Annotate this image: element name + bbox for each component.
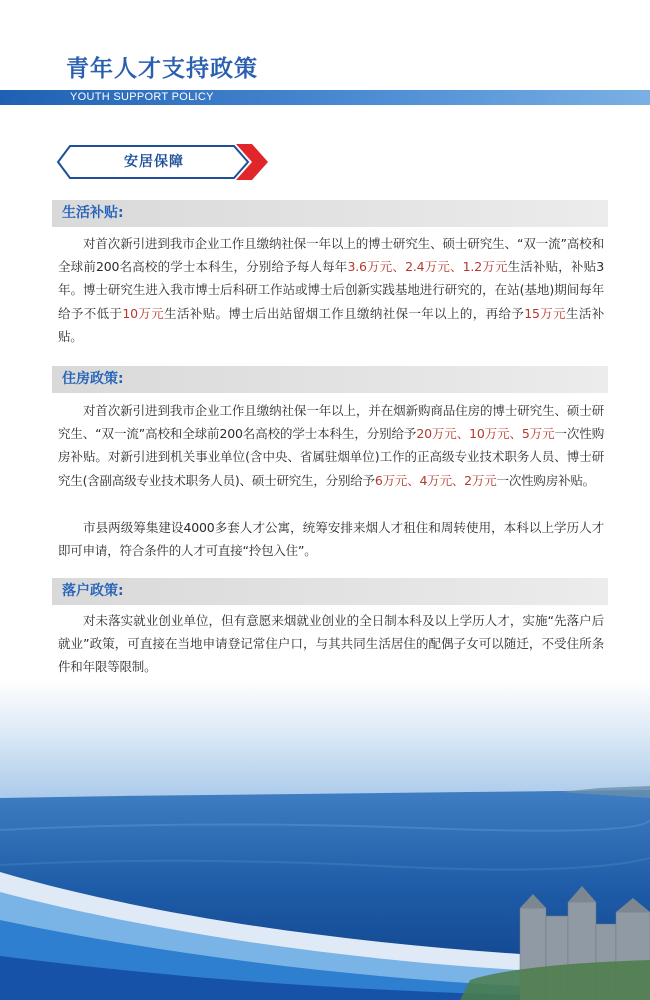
paragraph-household-registration (58, 609, 604, 679)
highlighted-amount: 3.6万元、2.4万元、1.2万元 (347, 259, 508, 275)
banner-label: 安居保障 (124, 154, 184, 170)
highlighted-amount: 6万元、4万元、2万元 (374, 472, 497, 488)
paragraph-text: 一次性购房补贴。 (496, 472, 595, 488)
section-header-living-subsidy (52, 200, 608, 227)
paragraph-text: 生活补贴。 (58, 305, 605, 344)
section-banner (56, 144, 268, 180)
section-heading: 住房政策: (62, 371, 124, 387)
paragraph-text: 对首次新引进到我市企业工作且缴纳社保一年以上的博士研究生、硕士研究生、“双一流”高校和全球前200名高校的学士本科生，分别给予每人每年 (58, 236, 604, 275)
section-header-household-policy (52, 578, 608, 605)
highlighted-amount: 10万元 (122, 305, 165, 321)
paragraph-housing-subsidy (58, 399, 604, 492)
section-header-housing-policy (52, 366, 608, 393)
paragraph-talent-apartment (58, 516, 604, 562)
highlighted-amount: 20万元、10万元、5万元 (416, 426, 555, 442)
paragraph-text: 对未落实就业创业单位，但有意愿来烟就业创业的全日制本科及以上学历人才，实施“先落户后就业”政策，可直接在当地申请登记常住户口，与其共同生活居住的配偶子女可以随迁，不受住所条件和年限等限制。 (58, 613, 604, 675)
section-heading: 落户政策: (62, 583, 124, 599)
page-title: 青年人才支持政策 (66, 56, 258, 82)
section-heading: 生活补贴: (62, 205, 124, 221)
highlighted-amount: 15万元 (524, 305, 566, 321)
page-subtitle: YOUTH SUPPORT POLICY (70, 91, 214, 103)
paragraph-text: 对首次新引进到我市企业工作且缴纳社保一年以上，并在烟新购商品住房的博士研究生、硕士研究生、“双一流”高校和全球前200名高校的学士本科生，分别给予 (58, 403, 604, 442)
coastal-city-scenery (0, 680, 650, 1000)
paragraph-text: 生活补贴。博士后出站留烟工作且缴纳社保一年以上的，再给予 (164, 305, 525, 321)
paragraph-text: 生活补贴，补贴3年。博士研究生进入我市博士后科研工作站或博士后创新实践基地进行研究的，在站(基地)期间每年给予不低于 (58, 259, 605, 321)
paragraph-living-subsidy (58, 232, 604, 348)
paragraph-text: 一次性购房补贴。对新引进到机关事业单位(含中央、省属驻烟单位)工作的正高级专业技术职务人员、博士研究生(含副高级专业技术职务人员)、硕士研究生，分别给予 (58, 426, 604, 488)
paragraph-text: 市县两级筹集建设4000多套人才公寓，统筹安排来烟人才租住和周转使用，本科以上学历人才即可申请，符合条件的人才可直接“拎包入住”。 (58, 520, 604, 559)
